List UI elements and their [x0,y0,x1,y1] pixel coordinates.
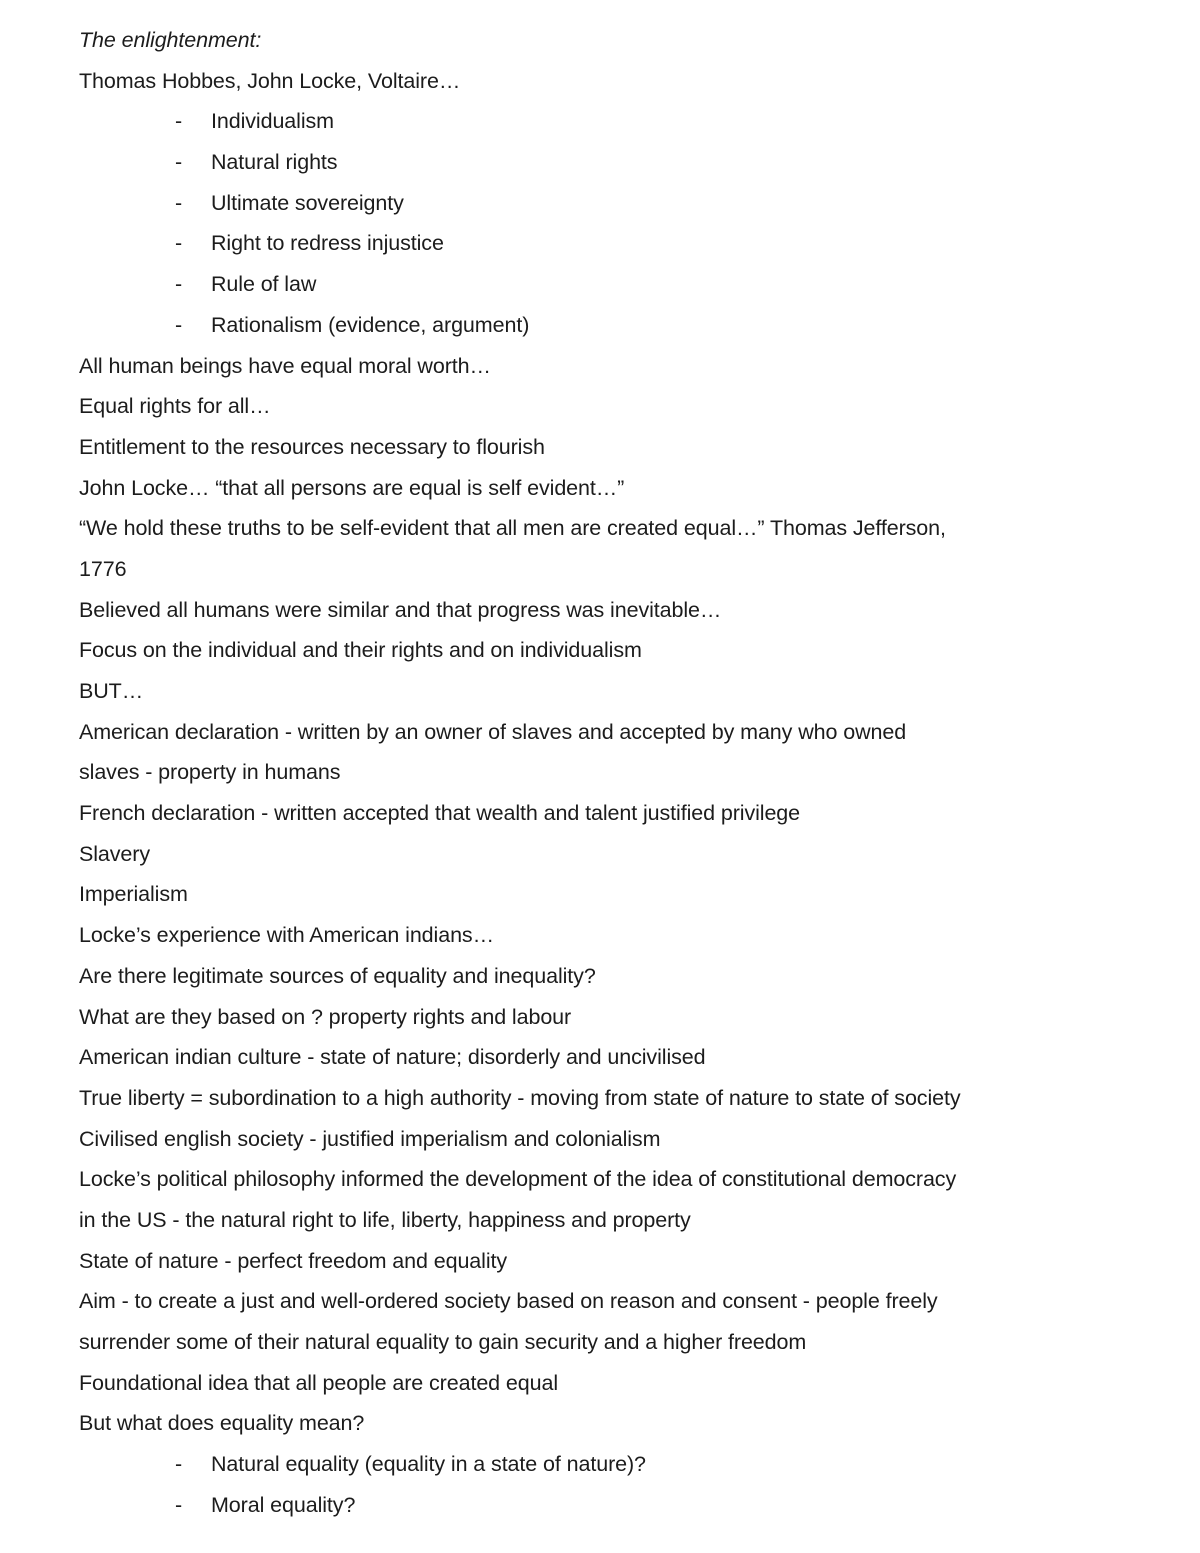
list-item-text: Right to redress injustice [211,231,444,256]
list-item-text: Ultimate sovereignty [211,190,404,215]
list-item [79,264,1119,305]
dash-marker: - [175,272,183,297]
dash-marker: - [175,1452,183,1477]
paragraph-line: Are there legitimate sources of equality and inequality? [79,963,596,988]
dash-marker: - [175,312,183,337]
paragraph-line: John Locke… “that all persons are equal is self evident…” [79,475,625,500]
paragraph-line: Locke’s political philosophy informed the development of the idea of constitutional democracy [79,1167,957,1192]
paragraph-line: Entitlement to the resources necessary to flourish [79,434,545,459]
list-item [79,142,1119,183]
dash-marker: - [175,1492,183,1517]
paragraph-line: Aim - to create a just and well-ordered society based on reason and consent - people freely [79,1289,938,1314]
paragraph-line: All human beings have equal moral worth… [79,353,491,378]
paragraph-line: BUT… [79,679,144,703]
list-item [79,1485,1119,1526]
paragraph-line: surrender some of their natural equality to gain security and a higher freedom [79,1330,807,1354]
dash-marker: - [175,190,183,215]
paragraph-line: Equal rights for all… [79,394,271,419]
dash-marker: - [175,109,183,134]
authors-line: Thomas Hobbes, John Locke, Voltaire… [79,68,461,93]
list-item-text: Moral equality? [211,1492,356,1517]
dash-marker: - [175,231,183,256]
paragraph-line: What are they based on ? property rights and labour [79,1004,572,1029]
paragraph-line: Believed all humans were similar and that progress was inevitable… [79,597,722,622]
list-item [79,305,1119,346]
paragraph-line: State of nature - perfect freedom and equality [79,1248,508,1273]
list-item [79,183,1119,224]
paragraph-line: True liberty = subordination to a high authority - moving from state of nature to state of society [79,1085,961,1110]
paragraph-line: American declaration - written by an owner of slaves and accepted by many who owned [79,719,907,744]
list-item-text: Individualism [211,109,334,134]
dash-marker: - [175,150,183,175]
paragraph-line: Civilised english society - justified imperialism and colonialism [79,1126,661,1151]
paragraph-line: But what does equality mean? [79,1411,365,1436]
paragraph-line: Locke’s experience with American indians… [79,923,494,948]
list-item-text: Natural equality (equality in a state of nature)? [211,1452,646,1477]
paragraph-line: slaves - property in humans [79,760,341,785]
paragraph-line: Imperialism [79,882,188,907]
list-item-text: Natural rights [211,150,338,175]
paragraph-line: 1776 [79,556,127,581]
document-title: The enlightenment: [79,28,262,52]
paragraph-line: Foundational idea that all people are created equal [79,1370,559,1395]
paragraph-line: Slavery [79,841,150,866]
paragraph-line: “We hold these truths to be self-evident that all men are created equal…” Thomas Jefferson, [79,516,946,541]
list-item-text: Rule of law [211,272,317,297]
list-item [79,1444,1119,1485]
paragraph-line: American indian culture - state of nature; disorderly and uncivilised [79,1045,706,1070]
list-item-text: Rationalism (evidence, argument) [211,312,530,337]
paragraph-line: in the US - the natural right to life, liberty, happiness and property [79,1207,691,1232]
list-item [79,223,1119,264]
paragraph-line: Focus on the individual and their rights and on individualism [79,638,642,663]
paragraph-line: French declaration - written accepted that wealth and talent justified privilege [79,801,801,826]
document-body [79,20,1119,1525]
list-item [79,101,1119,142]
